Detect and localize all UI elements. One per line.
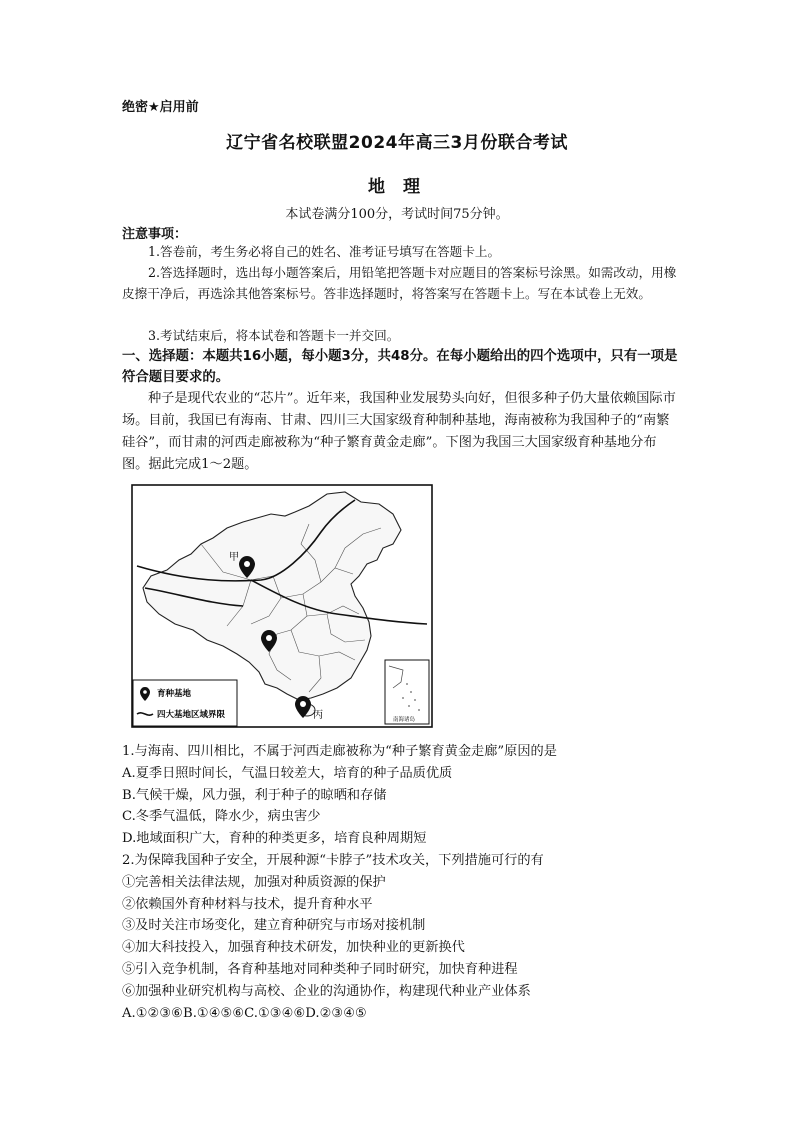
notice-item-2: 2.答选择题时，选出每小题答案后，用铅笔把答题卡对应题目的答案标号涂黑。如需改动，用橡皮擦干净后，再选涂其他答案标号。答非选择题时，将答案写在答题卡上。写在本试卷上无效。: [122, 265, 677, 301]
exam-title: 辽宁省名校联盟2024年高三3月份联合考试: [226, 133, 568, 153]
notice-item-3: 3.考试结束后，将本试卷和答题卡一并交回。: [148, 328, 400, 343]
question-2-item-2: ②依赖国外育种材料与技术，提升育种水平: [122, 896, 373, 912]
question-1-stem: 1.与海南、四川相比，不属于河西走廊被称为“种子繁育黄金走廊”原因的是: [122, 744, 557, 759]
question-2-item-6: ⑥加强种业研究机构与高校、企业的沟通协作，构建现代种业产业体系: [122, 983, 531, 999]
notice-heading: 注意事项：: [122, 227, 188, 242]
confidential-mark: 绝密★启用前: [122, 100, 199, 115]
exam-info: 本试卷满分100分，考试时间75分钟。: [285, 207, 509, 222]
question-2-answers: A.①②③⑥B.①④⑤⑥C.①③④⑥D.②③④⑤: [122, 1005, 367, 1021]
breeding-base-map: [131, 484, 433, 728]
question-1-option-a: A.夏季日照时间长，气温日较差大，培育的种子品质优质: [122, 765, 453, 781]
question-2-item-3: ③及时关注市场变化，建立育种研究与市场对接机制: [122, 918, 426, 934]
question-2-item-5: ⑤引入竞争机制，各育种基地对同种类种子同时研究，加快育种进程: [122, 961, 518, 977]
question-2-item-1: ①完善相关法律法规，加强对种质资源的保护: [122, 874, 386, 890]
label-jia: 甲: [229, 552, 239, 563]
question-2-stem: 2.为保障我国种子安全，开展种源“卡脖子”技术攻关，下列措施可行的有: [122, 852, 544, 868]
question-1-option-c: C.冬季气温低，降水少，病虫害少: [122, 809, 321, 825]
question-1: [122, 741, 678, 1024]
question-1-option-b: B.气候干燥，风力强，利于种子的晾晒和存储: [122, 787, 387, 803]
subject-title: 地 理: [368, 177, 426, 197]
passage-intro: 种子是现代农业的“芯片”。近年来，我国种业发展势头向好，但很多种子仍大量依赖国际市场。目前，我国已有海南、甘肃、四川三大国家级育种制种基地，海南被称为我国种子的“南繁硅谷”，而甘肃的河西走廊被称为“种子繁育黄金走廊”。下图为我国三大国家级育种基地分布图。据此完成1～2题。: [122, 391, 676, 472]
label-bing: 丙: [313, 710, 323, 721]
question-1-option-d: D.地域面积广大，育种的种类更多，培育良种周期短: [122, 831, 427, 847]
section-heading: 一、选择题：本题共16小题，每小题3分，共48分。在每小题给出的四个选项中，只有一项是符合题目要求的。: [122, 349, 678, 385]
legend-boundary-label: 四大基地区域界限: [157, 710, 226, 720]
south-china-sea-inset: [385, 660, 429, 724]
question-2-item-4: ④加大科技投入，加强育种技术研发，加快种业的更新换代: [122, 940, 465, 956]
inset-label: 南海诸岛: [393, 717, 416, 723]
notice-item-1: 1.答卷前，考生务必将自己的姓名、准考证号填写在答题卡上。: [148, 244, 501, 259]
legend-base-label: 育种基地: [157, 689, 192, 699]
